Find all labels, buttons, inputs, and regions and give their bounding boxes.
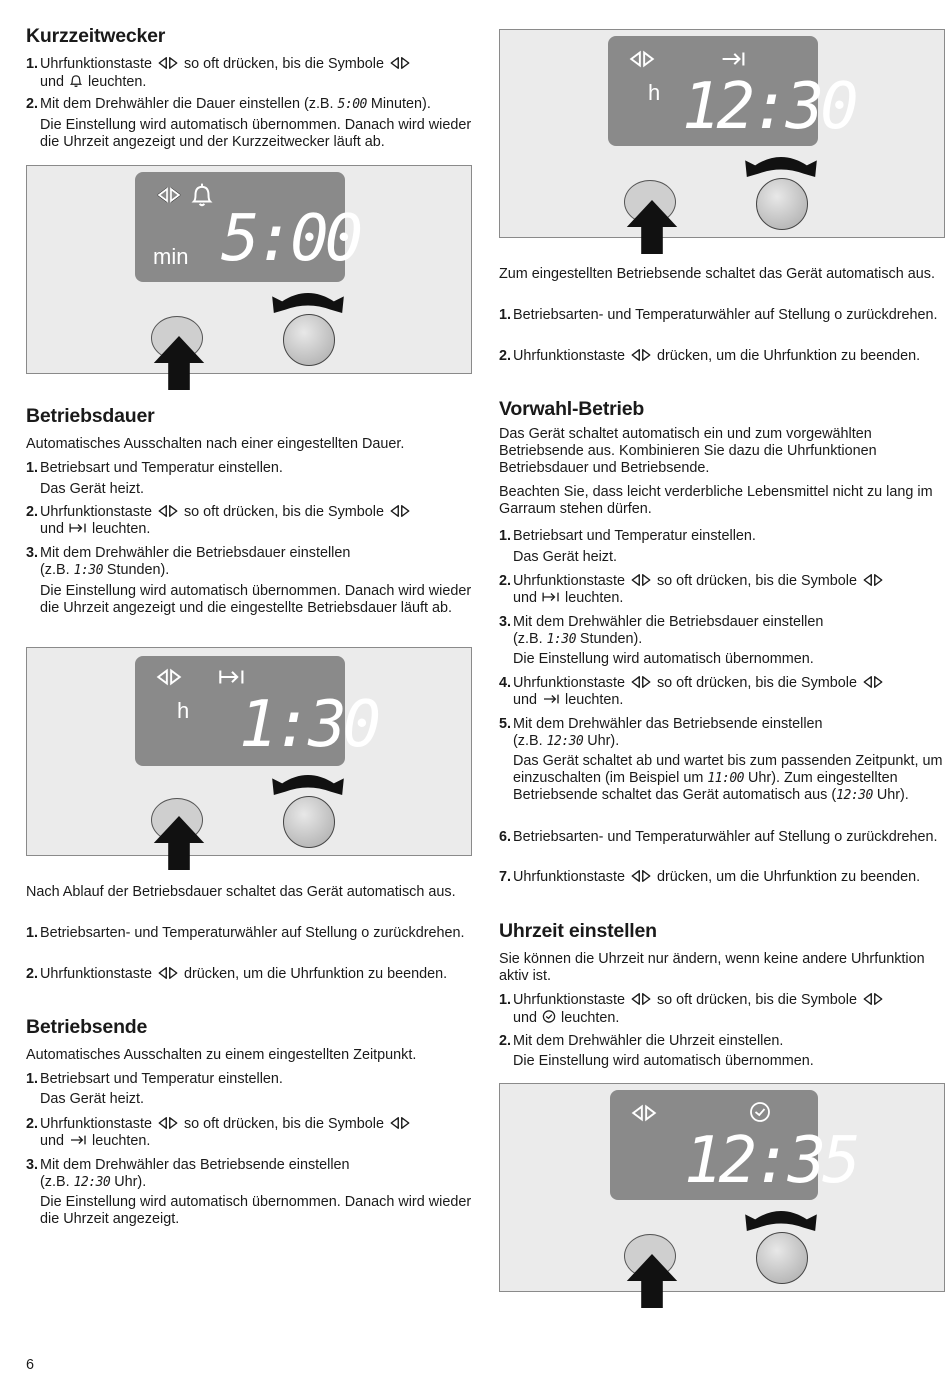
betriebsdauer-step-2: 2. Uhrfunktionstaste so oft drücken, bis die Symbole und leuchten.	[26, 504, 472, 538]
vorwahl-step-3: 3. Mit dem Drehwähler die Betriebsdauer einstellen (z.B. 1:30 Stunden).	[499, 614, 824, 647]
clock-function-key-icon	[388, 504, 412, 518]
display-unit: h	[177, 698, 190, 723]
section-title-kurzzeitwecker: Kurzzeitwecker	[26, 25, 166, 47]
timer-display-figure	[26, 165, 472, 374]
oven-display	[135, 172, 360, 282]
clock-function-key-icon	[156, 1116, 180, 1130]
rotary-selector-knob[interactable]	[756, 1232, 808, 1284]
vorwahl-intro-2: Beachten Sie, dass leicht verderbliche Lebensmittel nicht zu lang im Garraum stehen dürfen.	[499, 484, 933, 517]
duration-icon	[68, 521, 88, 535]
uhrzeit-intro: Sie können die Uhrzeit nur ändern, wenn keine andere Uhrfunktion aktiv ist.	[499, 951, 925, 984]
kurzzeitwecker-step-2-note: Die Einstellung wird automatisch übernommen. Danach wird wieder die Uhrzeit angezeigt und der Kurzzeitwecker läuft ab.	[40, 117, 472, 150]
clock-function-key-icon	[156, 504, 180, 518]
uhrzeit-step-2: 2. Mit dem Drehwähler die Uhrzeit einstellen.	[499, 1033, 784, 1049]
betriebsdauer-intro: Automatisches Ausschalten nach einer eingestellten Dauer.	[26, 436, 405, 452]
rotary-selector-knob[interactable]	[283, 314, 335, 366]
end-time-display-figure	[499, 29, 945, 238]
vorwahl-step-4: 4. Uhrfunktionstaste so oft drücken, bis die Symbole und leuchten.	[499, 675, 945, 709]
betriebsende-after-step-1: 1. Betriebsarten- und Temperaturwähler auf Stellung o zurückdrehen.	[499, 307, 938, 323]
vorwahl-step-2: 2. Uhrfunktionstaste so oft drücken, bis die Symbole und leuchten.	[499, 573, 945, 607]
clock-icon	[748, 1100, 772, 1124]
vorwahl-step-3-note: Die Einstellung wird automatisch übernommen.	[513, 651, 814, 667]
press-arrow-icon	[153, 816, 205, 870]
betriebsdauer-after: Nach Ablauf der Betriebsdauer schaltet das Gerät automatisch aus.	[26, 884, 456, 900]
kurzzeitwecker-step-2: 2. Mit dem Drehwähler die Dauer einstellen (z.B. 5:00 Minuten).	[26, 96, 431, 112]
clock-function-key-icon	[629, 992, 653, 1006]
clock-icon	[541, 1009, 557, 1024]
clock-function-key-icon	[629, 573, 653, 587]
oven-display	[608, 36, 855, 146]
clock-function-key-icon	[388, 56, 412, 70]
display-digits: 12:30	[682, 70, 855, 144]
betriebsdauer-after-step-2: 2. Uhrfunktionstaste drücken, um die Uhrfunktion zu beenden.	[26, 966, 448, 982]
display-digits: 5:00	[221, 202, 360, 276]
display-unit: min	[153, 244, 189, 269]
clock-function-key-icon	[630, 1104, 658, 1122]
vorwahl-intro-1: Das Gerät schaltet automatisch ein und zum vorgewählten Betriebsende aus. Kombinieren Sie dazu die Uhrfunktionen Betriebsdauer und Betriebsende.	[499, 426, 877, 476]
clock-function-key-icon	[155, 186, 183, 204]
rotary-selector-knob[interactable]	[756, 178, 808, 230]
section-title-betriebsende: Betriebsende	[26, 1016, 148, 1038]
page-number: 6	[26, 1357, 35, 1373]
end-time-icon	[541, 692, 561, 706]
clock-function-key-icon	[628, 50, 656, 68]
vorwahl-step-5: 5. Mit dem Drehwähler das Betriebsende einstellen (z.B. 12:30 Uhr).	[499, 716, 823, 749]
end-time-icon	[68, 1133, 88, 1147]
press-arrow-icon	[153, 336, 205, 390]
betriebsdauer-after-step-1: 1. Betriebsarten- und Temperaturwähler auf Stellung o zurückdrehen.	[26, 925, 465, 941]
betriebsende-intro: Automatisches Ausschalten zu einem eingestellten Zeitpunkt.	[26, 1047, 417, 1063]
display-unit: h	[648, 80, 661, 105]
clock-function-key-icon	[629, 675, 653, 689]
clock-function-key-icon	[629, 869, 653, 883]
clock-time-display-figure	[499, 1083, 945, 1292]
clock-function-key-icon	[629, 348, 653, 362]
oven-display	[610, 1090, 857, 1200]
betriebsdauer-step-3: 3. Mit dem Drehwähler die Betriebsdauer einstellen (z.B. 1:30 Stunden).	[26, 545, 351, 578]
vorwahl-step-1: 1. Betriebsart und Temperatur einstellen.	[499, 528, 756, 544]
duration-display-figure	[26, 647, 472, 856]
clock-function-key-icon	[388, 1116, 412, 1130]
betriebsdauer-step-1-note: Das Gerät heizt.	[40, 481, 144, 497]
section-title-vorwahl: Vorwahl-Betrieb	[499, 398, 645, 420]
vorwahl-step-6: 6. Betriebsarten- und Temperaturwähler auf Stellung o zurückdrehen.	[499, 829, 938, 845]
clock-function-key-icon	[861, 992, 885, 1006]
betriebsende-step-1-note: Das Gerät heizt.	[40, 1091, 144, 1107]
betriebsende-after-step-2: 2. Uhrfunktionstaste drücken, um die Uhrfunktion zu beenden.	[499, 348, 921, 364]
clock-function-key-icon	[861, 573, 885, 587]
display-digits: 12:35	[684, 1124, 857, 1198]
section-title-betriebsdauer: Betriebsdauer	[26, 405, 155, 427]
betriebsende-step-3: 3. Mit dem Drehwähler das Betriebsende einstellen (z.B. 12:30 Uhr).	[26, 1157, 350, 1190]
rotary-selector-knob[interactable]	[283, 796, 335, 848]
press-arrow-icon	[626, 1254, 678, 1308]
uhrzeit-step-2-note: Die Einstellung wird automatisch übernommen.	[513, 1053, 814, 1069]
vorwahl-step-1-note: Das Gerät heizt.	[513, 549, 617, 565]
section-title-uhrzeit: Uhrzeit einstellen	[499, 920, 657, 942]
duration-icon	[541, 590, 561, 604]
clock-function-key-icon	[156, 966, 180, 980]
clock-function-key-icon	[155, 668, 183, 686]
vorwahl-step-5-note: Das Gerät schaltet ab und wartet bis zum passenden Zeitpunkt, um einzuschalten (im Beispiel um 11:00 Uhr). Zum eingestellten Betriebsende schaltet das Gerät automatisch aus (12:30 Uhr).	[513, 753, 943, 803]
oven-display	[135, 656, 378, 766]
betriebsende-after: Zum eingestellten Betriebsende schaltet das Gerät automatisch aus.	[499, 266, 935, 282]
betriebsende-step-2: 2. Uhrfunktionstaste so oft drücken, bis die Symbole und leuchten.	[26, 1116, 472, 1150]
end-time-icon	[720, 48, 746, 70]
clock-function-key-icon	[861, 675, 885, 689]
display-digits: 1:30	[239, 688, 378, 762]
bell-icon	[68, 73, 84, 88]
betriebsdauer-step-1: 1. Betriebsart und Temperatur einstellen.	[26, 460, 283, 476]
clock-function-key-icon	[156, 56, 180, 70]
uhrzeit-step-1: 1. Uhrfunktionstaste so oft drücken, bis die Symbole und leuchten.	[499, 992, 945, 1027]
press-arrow-icon	[626, 200, 678, 254]
vorwahl-step-7: 7. Uhrfunktionstaste drücken, um die Uhrfunktion zu beenden.	[499, 869, 921, 885]
betriebsende-step-3-note: Die Einstellung wird automatisch übernommen. Danach wird wieder die Uhrzeit angezeigt.	[40, 1194, 472, 1227]
kurzzeitwecker-step-1: 1. Uhrfunktionstaste so oft drücken, bis die Symbole und leuchten.	[26, 56, 472, 91]
bell-icon	[189, 182, 215, 208]
duration-icon	[219, 666, 245, 688]
betriebsdauer-step-3-note: Die Einstellung wird automatisch übernommen. Danach wird wieder die Uhrzeit angezeigt und die eingestellte Betriebsdauer läuft ab.	[40, 583, 472, 616]
betriebsende-step-1: 1. Betriebsart und Temperatur einstellen.	[26, 1071, 283, 1087]
